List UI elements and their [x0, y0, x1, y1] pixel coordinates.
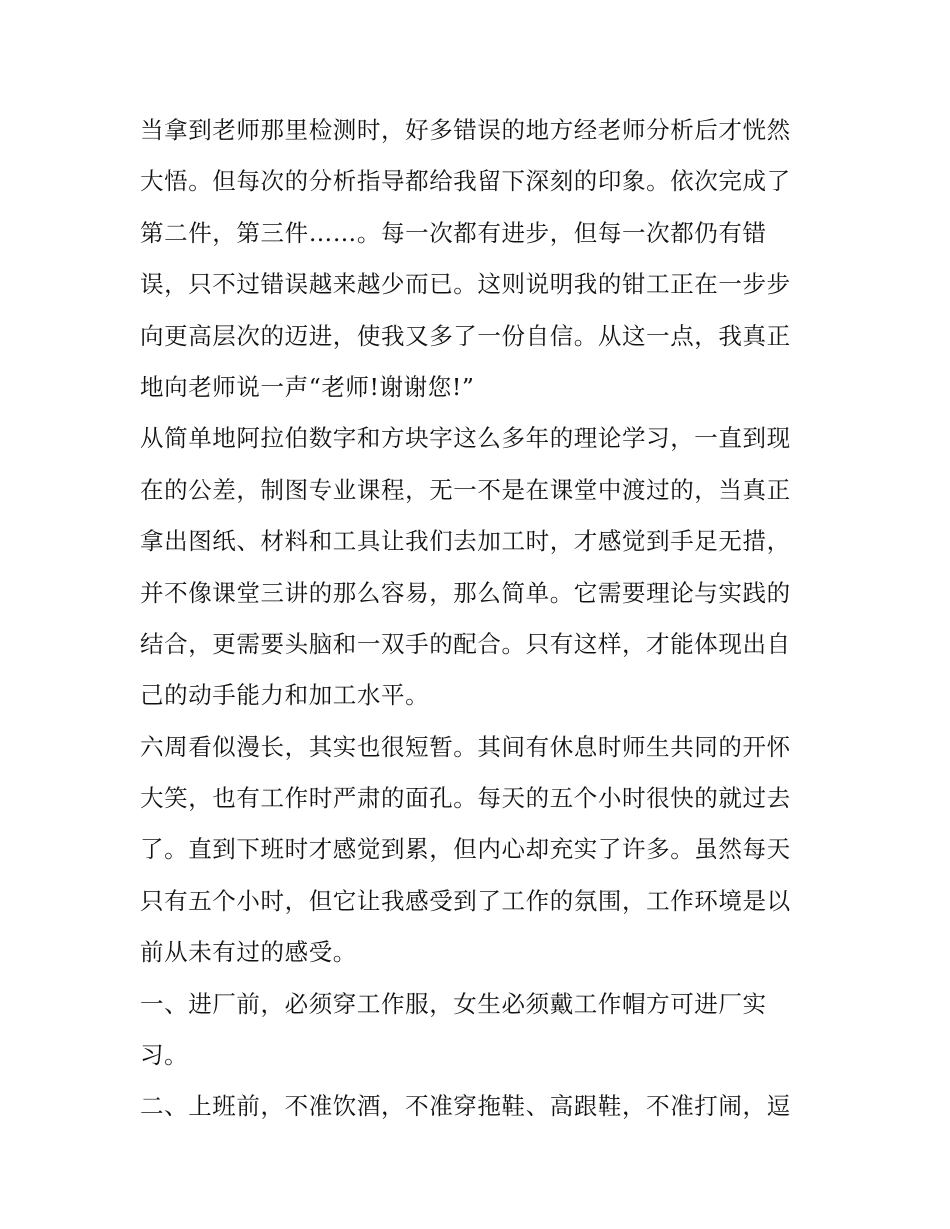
text-line: 向更高层次的迈进，使我又多了一份自信。从这一点，我真正: [140, 321, 791, 350]
text-line: 第二件，第三件……。每一次都有进步，但每一次都仍有错: [140, 218, 767, 247]
text-line: 结合，更需要头脑和一双手的配合。只有这样，才能体现出自: [140, 629, 791, 658]
text-line: 大笑，也有工作时严肃的面孔。每天的五个小时很快的就过去: [140, 784, 791, 813]
text-line: 拿出图纸、材料和工具让我们去加工时，才感觉到手足无措，: [140, 527, 791, 556]
text-line: 只有五个小时，但它让我感受到了工作的氛围，工作环境是以: [140, 886, 791, 915]
text-line: 在的公差，制图专业课程，无一不是在课堂中渡过的，当真正: [140, 475, 791, 504]
text-line: 前从未有过的感受。: [140, 938, 357, 967]
document-body: [140, 105, 820, 1133]
text-line: 六周看似漫长，其实也很短暂。其间有休息时师生共同的开怀: [140, 732, 791, 761]
text-line: 地向老师说一声“老师!谢谢您!”: [140, 372, 475, 401]
text-line: 从简单地阿拉伯数字和方块字这么多年的理论学习，一直到现: [140, 424, 791, 453]
text-line: 己的动手能力和加工水平。: [140, 681, 430, 710]
text-line: 误，只不过错误越来越少而已。这则说明我的钳工正在一步步: [140, 270, 791, 299]
text-line: 当拿到老师那里检测时，好多错误的地方经老师分析后才恍然: [140, 116, 791, 144]
text-line: 大悟。但每次的分析指导都给我留下深刻的印象。依次完成了: [140, 167, 791, 196]
text-line: 并不像课堂三讲的那么容易，那么简单。它需要理论与实践的: [140, 578, 791, 607]
text-line: 习。: [140, 1041, 189, 1070]
text-line: 了。直到下班时才感觉到累，但内心却充实了许多。虽然每天: [140, 835, 791, 864]
text-line: 一、进厂前，必须穿工作服，女生必须戴工作帽方可进厂实: [140, 989, 767, 1018]
text-line: 二、上班前，不准饮酒，不准穿拖鞋、高跟鞋，不准打闹，逗: [140, 1092, 791, 1121]
